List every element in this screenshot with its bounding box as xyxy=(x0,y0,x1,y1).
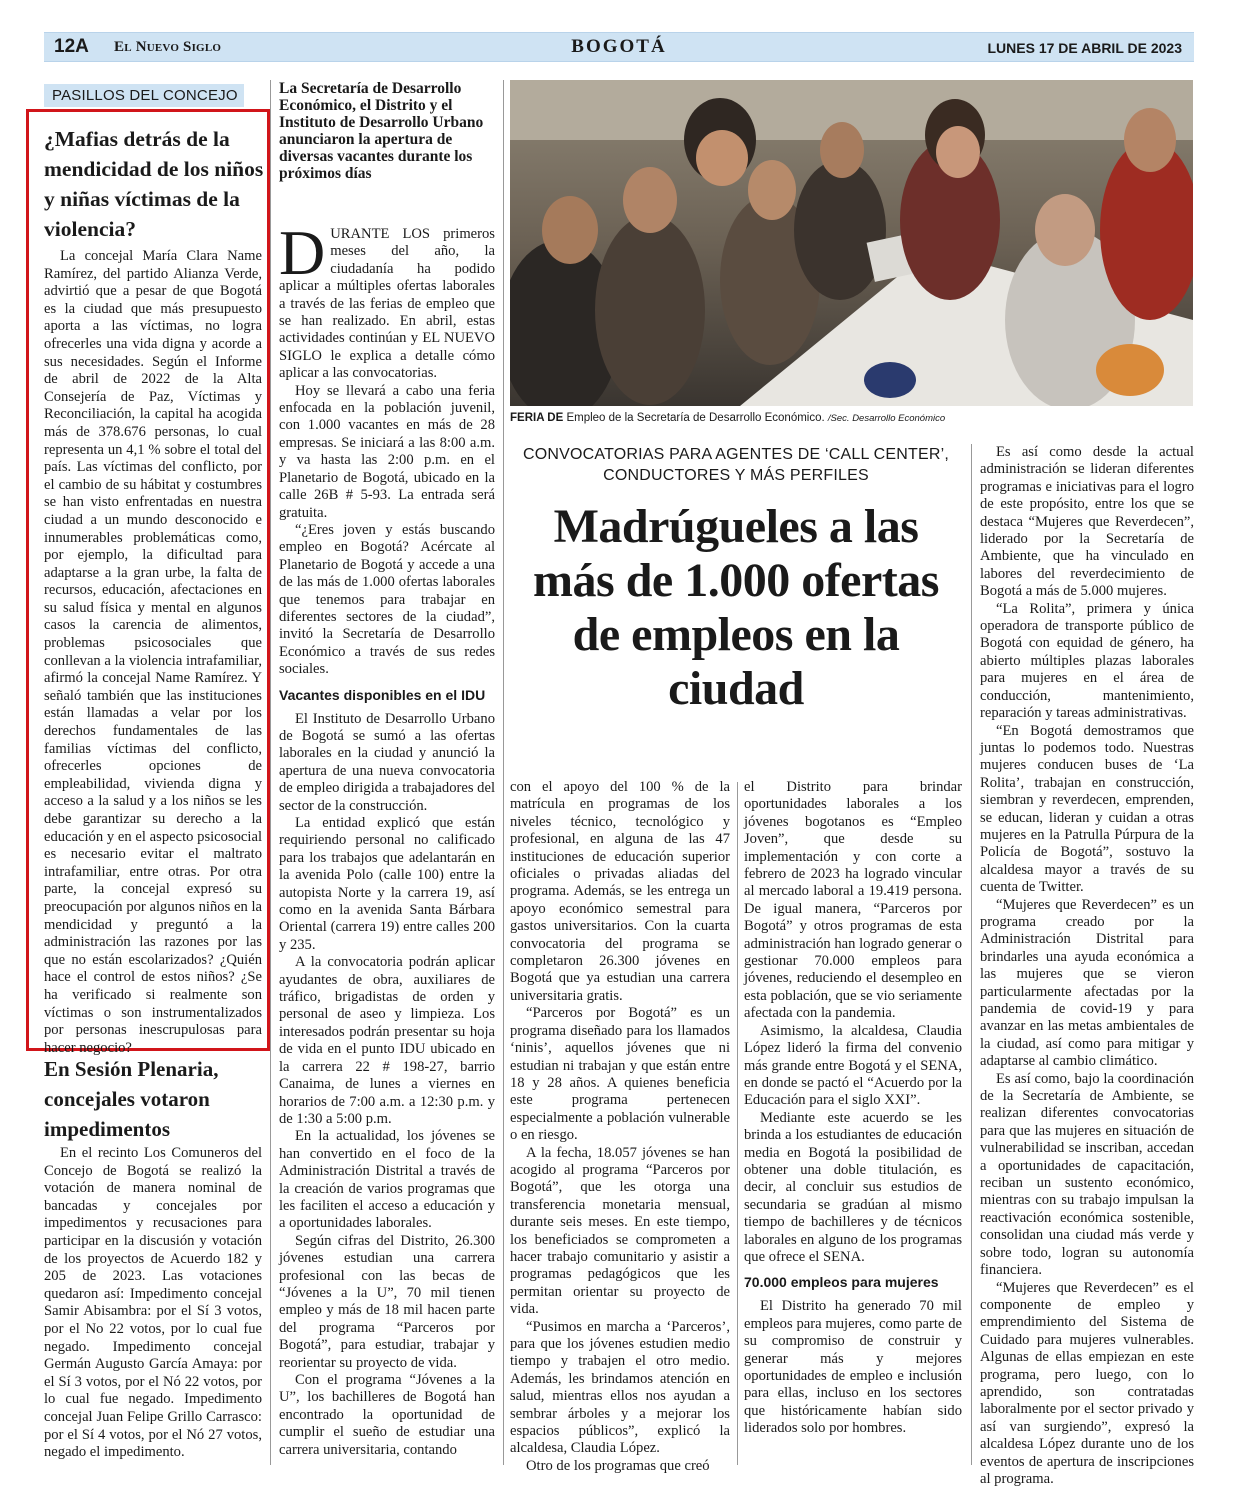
paragraph: “En Bogotá demostramos que juntas lo podemos todo. Nuestras mujeres conducen buses de ‘La Rolita’, trabajan en construcción, siembran y reverdecen, emprenden, se educan, lideran y cuidan a otras mujeres en la Patrulla Púrpura de la Policía de Bogotá”, sostuvo la alcaldesa mayor a través de su cuenta de Twitter. xyxy=(980,722,1194,896)
paragraph: “La Rolita”, primera y única operadora de transporte público de Bogotá con equidad de género, ha abierto múltiples plazas laborales para mujeres en el área de conducción, mantenimiento, reparación y tareas administrativas. xyxy=(980,600,1194,722)
column-rule xyxy=(270,80,271,1465)
paragraph: A la convocatoria podrán aplicar ayudantes de obra, auxiliares de tráfico, brigadistas de orden y personal de aseo y limpieza. Los interesados podrán presentar su hoja de vida en el punto IDU ubicado en la carrera 22 # 198-27, barrio Canaima, de lunes a viernes en horarios de 7:00 a.m. a 12:30 p.m. y de 1:30 a 5:00 p.m. xyxy=(279,954,495,1127)
issue-date: LUNES 17 DE ABRIL DE 2023 xyxy=(987,40,1182,56)
paragraph: Otro de los programas que creó xyxy=(526,1457,710,1474)
paragraph: Según cifras del Distrito, 26.300 jóvenes estudian una carrera profesional con las becas de “Jóvenes a la U”, 70 mil tienen empleo y más de 18 mil hacen parte del programa “Parceros por Bogotá”, para estudiar, trabajar y reorientar su proyecto de vida. xyxy=(279,1232,495,1371)
story1-body: La concejal María Clara Name Ramírez, del partido Alianza Verde, advirtió que a pesar de que Bogotá es la ciudad que más presupuesto aporta a las víctimas, no logra ofrecerles una vida digna y acorde a sus necesidades. Según el Informe de abril de 2022 de la Alta Consejería de Paz, Víctimas y Reconciliación, la capital ha acogida más de 378.676 personas, lo cual representa un 4,1 % sobre el total del país. Las víctimas del conflicto, por el cambio de su hábitat y costumbres se han visto enfrentadas en nuestra ciudad a un mundo desconocido e innumerables problemáticas como, por ejemplo, la dificultad para adaptarse a la gran urbe, la falta de recursos, educación, afectaciones en su salud física y mental en algunos casos la carencia de alimentos, problemas psicosociales que conllevan a la violencia intrafamiliar, afirmó la concejal Name Ramírez. Y señaló también que las instituciones están llamadas a velar por los derechos fundamentales de las familias víctimas del conflicto, ofrecerles opciones de empleabilidad, vivienda digna y acceso a la salud y a los niños se les debe garantizar su derecho a la educación y en el aspecto psicosocial es necesario evitar el maltrato intrafamiliar, entre otras. Por otra parte, la concejal expresó su preocupación por algunos niños en la mendicidad y preguntó a la administración las razones por las que no están escolarizados? ¿Quién hace el control de estos niños? ¿Se ha verificado si realmente son víctimas o son instrumentalizados por personas inescrupulosas para hacer negocio? xyxy=(44,248,262,1056)
caption-bold: FERIA DE xyxy=(510,412,564,424)
paragraph: El Instituto de Desarrollo Urbano de Bogotá se sumó a las ofertas laborales en la ciudad y anunció la apertura de una nueva convocatoria de empleo dirigida a trabajadores del sector de la construcción. xyxy=(279,710,495,814)
section-title: BOGOTÁ xyxy=(571,36,667,57)
column-rule xyxy=(503,80,504,1465)
photo-caption xyxy=(510,412,1193,424)
paragraph: La entidad explicó que están requiriendo personal no calificado para los trabajos que adelantarán en la avenida Polo (calle 100) entre la autopista Norte y la carrera 19, así como en la avenida Santa Bárbara Oriental (carrera 19) entre calles 200 y 235. xyxy=(279,815,495,953)
paragraph: “Mujeres que Reverdecen” es un programa creado por la Administración Distrital para brindarles una ayuda económica a las mujeres que se vieron particularmente afectadas por la pandemia de covid-19 y para avanzar en las metas ambientales de la ciudad, así como para mitigar y adaptarse al cambio climático. xyxy=(980,896,1194,1070)
story2-body: En el recinto Los Comuneros del Concejo de Bogotá se realizó la votación de manera nominal de bancadas y concejales por impedimentos y recusaciones para participar en la discusión y votación de los proyectos de Acuerdo 182 y 205 de 2023. Las votaciones quedaron así: Impedimento concejal Samir Abisambra: por el Sí 3 votos, por el No 22 votos, por lo cual fue negado. Impedimento concejal Germán Augusto García Amaya: por el Sí 3 votos, por el Nó 22 votos, por lo cual fue negado. Impedimento concejal Juan Felipe Grillo Carrasco: por el Sí 4 votos, por el Nó 27 votos, negado el impedimento. xyxy=(44,1145,262,1461)
article-column-1 xyxy=(279,217,495,1459)
paragraph: Con el programa “Jóvenes a la U”, los bachilleres de Bogotá han encontrado la oportunidad de cumplir el sueño de estudiar una carrera universitaria, contando xyxy=(279,1372,495,1458)
article-photo xyxy=(510,80,1193,406)
job-fair-photo xyxy=(510,80,1193,406)
section-label: PASILLOS DEL CONCEJO xyxy=(44,84,244,107)
paragraph: Hoy se llevará a cabo una feria enfocada en la población juvenil, con 1.000 vacantes en más de 28 empresas. Se iniciará a las 8:00 a.m. y va hasta las 2:00 p.m. en el Planetario de Bogotá, ubicado en la calle 26B # 5-93. La entrada será gratuita. xyxy=(279,382,495,521)
paragraph: Asimismo, la alcaldesa, Claudia López lideró la firma del convenio más grande entre Bogotá y el SENA, en donde se pactó el “Acuerdo por la Educación para el siglo XXI”. xyxy=(744,1022,962,1109)
column-rule xyxy=(737,782,738,1465)
column-rule xyxy=(971,444,972,1465)
page-header xyxy=(44,32,1194,62)
column-section-label xyxy=(44,84,262,107)
article-summary: La Secretaría de Desarrollo Económico, el Distrito y el Instituto de Desarrollo Urbano anunciaron la apertura de diversas vacantes durante los próximos días xyxy=(279,80,484,182)
page-number: 12A xyxy=(54,36,89,57)
paragraph: con el apoyo del 100 % de la matrícula en programas de los niveles técnico, tecnológico y profesional, en alguna de las 47 instituciones de educación superior oficiales o privadas aliadas del programa. Además, se les entrega un apoyo económico semestral para gastos universitarios. Con la cuarta convocatoria del programa se completaron 26.300 jóvenes en Bogotá que ya estudian una carrera universitaria gratis. xyxy=(510,779,730,1004)
paragraph: Es así como desde la actual administración se lideran diferentes programas e iniciativas para el logro de este propósito, entre los que se destaca “Mujeres que Reverdecen”, liderado por la Secretaría de Ambiente, que ha vinculado en labores del reverdecimiento de Bogotá a más de 5.000 mujeres. xyxy=(980,444,1194,600)
article-column-3 xyxy=(744,779,962,1438)
dropcap: D xyxy=(279,217,326,288)
paragraph: Es así como, bajo la coordinación de la Secretaría de Ambiente, se realizan diferentes convocatorias para que las mujeres en situación de vulnerabilidad se inscriban, accedan a oportunidades de capacitación, reciban un sustento económico, mientras con su trabajo impulsan la reactivación económica sostenible, consolidan una ciudad más verde y sobre todo, logran su autonomía financiera. xyxy=(980,1070,1194,1279)
paragraph: En la actualidad, los jóvenes se han convertido en el foco de la Administración Distrital a través de la creación de varios programas que les faciliten el acceso a educación y a oportunidades laborales. xyxy=(279,1128,495,1232)
newspaper-name: El Nuevo Siglo xyxy=(114,39,222,55)
main-headline: Madrúgueles a las más de 1.000 ofertas de empleos en la ciudad xyxy=(533,500,939,715)
paragraph: Mediante este acuerdo se les brinda a los estudiantes de educación media en Bogotá la posibilidad de obtener una doble titulación, es decir, al concluir sus estudios de secundaria se gradúan al mismo tiempo de bachilleres y de técnicos laborales en alguno de los programas que ofrece el SENA. xyxy=(744,1109,962,1265)
paragraph: “¿Eres joven y estás buscando empleo en Bogotá? Acércate al Planetario de Bogotá y accede a una de las más de 1.000 ofertas laborales que tenemos para trabajar en diferentes sectores de la ciudad”, invitó la Secretaría de Desarrollo Económico a través de sus redes sociales. xyxy=(279,521,495,678)
article-column-4 xyxy=(980,444,1194,1488)
subheading: 70.000 empleos para mujeres xyxy=(744,1274,939,1291)
paragraph: “Parceros por Bogotá” es un programa diseñado para los llamados ‘ninis’, aquellos jóvenes que ni estudian ni trabajan y que están entre 18 y 28 años. A quienes beneficia este programa pertenecen especialmente a población vulnerable o en riesgo. xyxy=(510,1005,730,1144)
paragraph: el Distrito para brindar oportunidades laborales a los jóvenes bogotanos es “Empleo Joven”, que desde su implementación y con corte a febrero de 2023 ha logrado vincular al mercado laboral a 19.419 persona. De igual manera, “Parceros por Bogotá” y otros programas de esta administración han logrado generar o gestionar 70.000 empleos para jóvenes, reduciendo el desempleo en esta población, que se vio seriamente afectada con la pandemia. xyxy=(744,779,963,1022)
story1-headline: ¿Mafias detrás de la mendicidad de los niños y niñas víctimas de la violencia? xyxy=(44,127,264,241)
photo-credit: /Sec. Desarrollo Económico xyxy=(827,413,946,424)
article-column-2 xyxy=(510,779,730,1475)
paragraph: El Distrito ha generado 70 mil empleos para mujeres, como parte de su compromiso de construir y generar más y mejores oportunidades de empleo e inclusión para ellas, incluso en los sectores que históricamente habían sido liderados solo por hombres. xyxy=(744,1298,962,1437)
lead-paragraph xyxy=(279,217,495,383)
paragraph: “Pusimos en marcha a ‘Parceros’, para que los jóvenes estudien medio tiempo y trabajen el otro medio. Además, les brindamos atención en salud, mientras ellos nos ayudan a sembrar árboles y a mejorar los espacios públicos”, explicó la alcaldesa, Claudia López. xyxy=(510,1318,730,1457)
caption-text: Empleo de la Secretaría de Desarrollo Económico. xyxy=(566,412,825,424)
paragraph: A la fecha, 18.057 jóvenes se han acogido al programa “Parceros por Bogotá”, que les otorga una transferencia monetaria mensual, durante seis meses. En este tiempo, los beneficiados se comprometen a hacer trabajo comunitario y asistir a programas pedagógicos que les permitan orientar su proyecto de vida. xyxy=(510,1144,730,1318)
paragraph: “Mujeres que Reverdecen” es el componente de empleo y emprendimiento del Sistema de Cuidado para mujeres vulnerables. Algunas de ellas empiezan en este programa, pero luego, con lo aprendido, son contratadas laboralmente por el sector privado y así van surgiendo”, expresó la alcaldesa López durante uno de los eventos de apertura de inscripciones al programa. xyxy=(980,1279,1194,1487)
subheading: Vacantes disponibles en el IDU xyxy=(279,686,486,703)
lead-text: URANTE LOS primeros meses del año, la ciudadanía ha podido aplicar a múltiples ofertas laborales a través de las ferias de empleo que se han realizado. En abril, estas actividades continúan y EL NUEVO SIGLO le explica a detalle cómo aplicar a las convocatorias. xyxy=(279,226,495,382)
story2-headline: En Sesión Plenaria, concejales votaron impedimentos xyxy=(44,1057,219,1141)
article-kicker: CONVOCATORIAS PARA AGENTES DE ‘CALL CENTER’, CONDUCTORES Y MÁS PERFILES xyxy=(522,446,950,484)
